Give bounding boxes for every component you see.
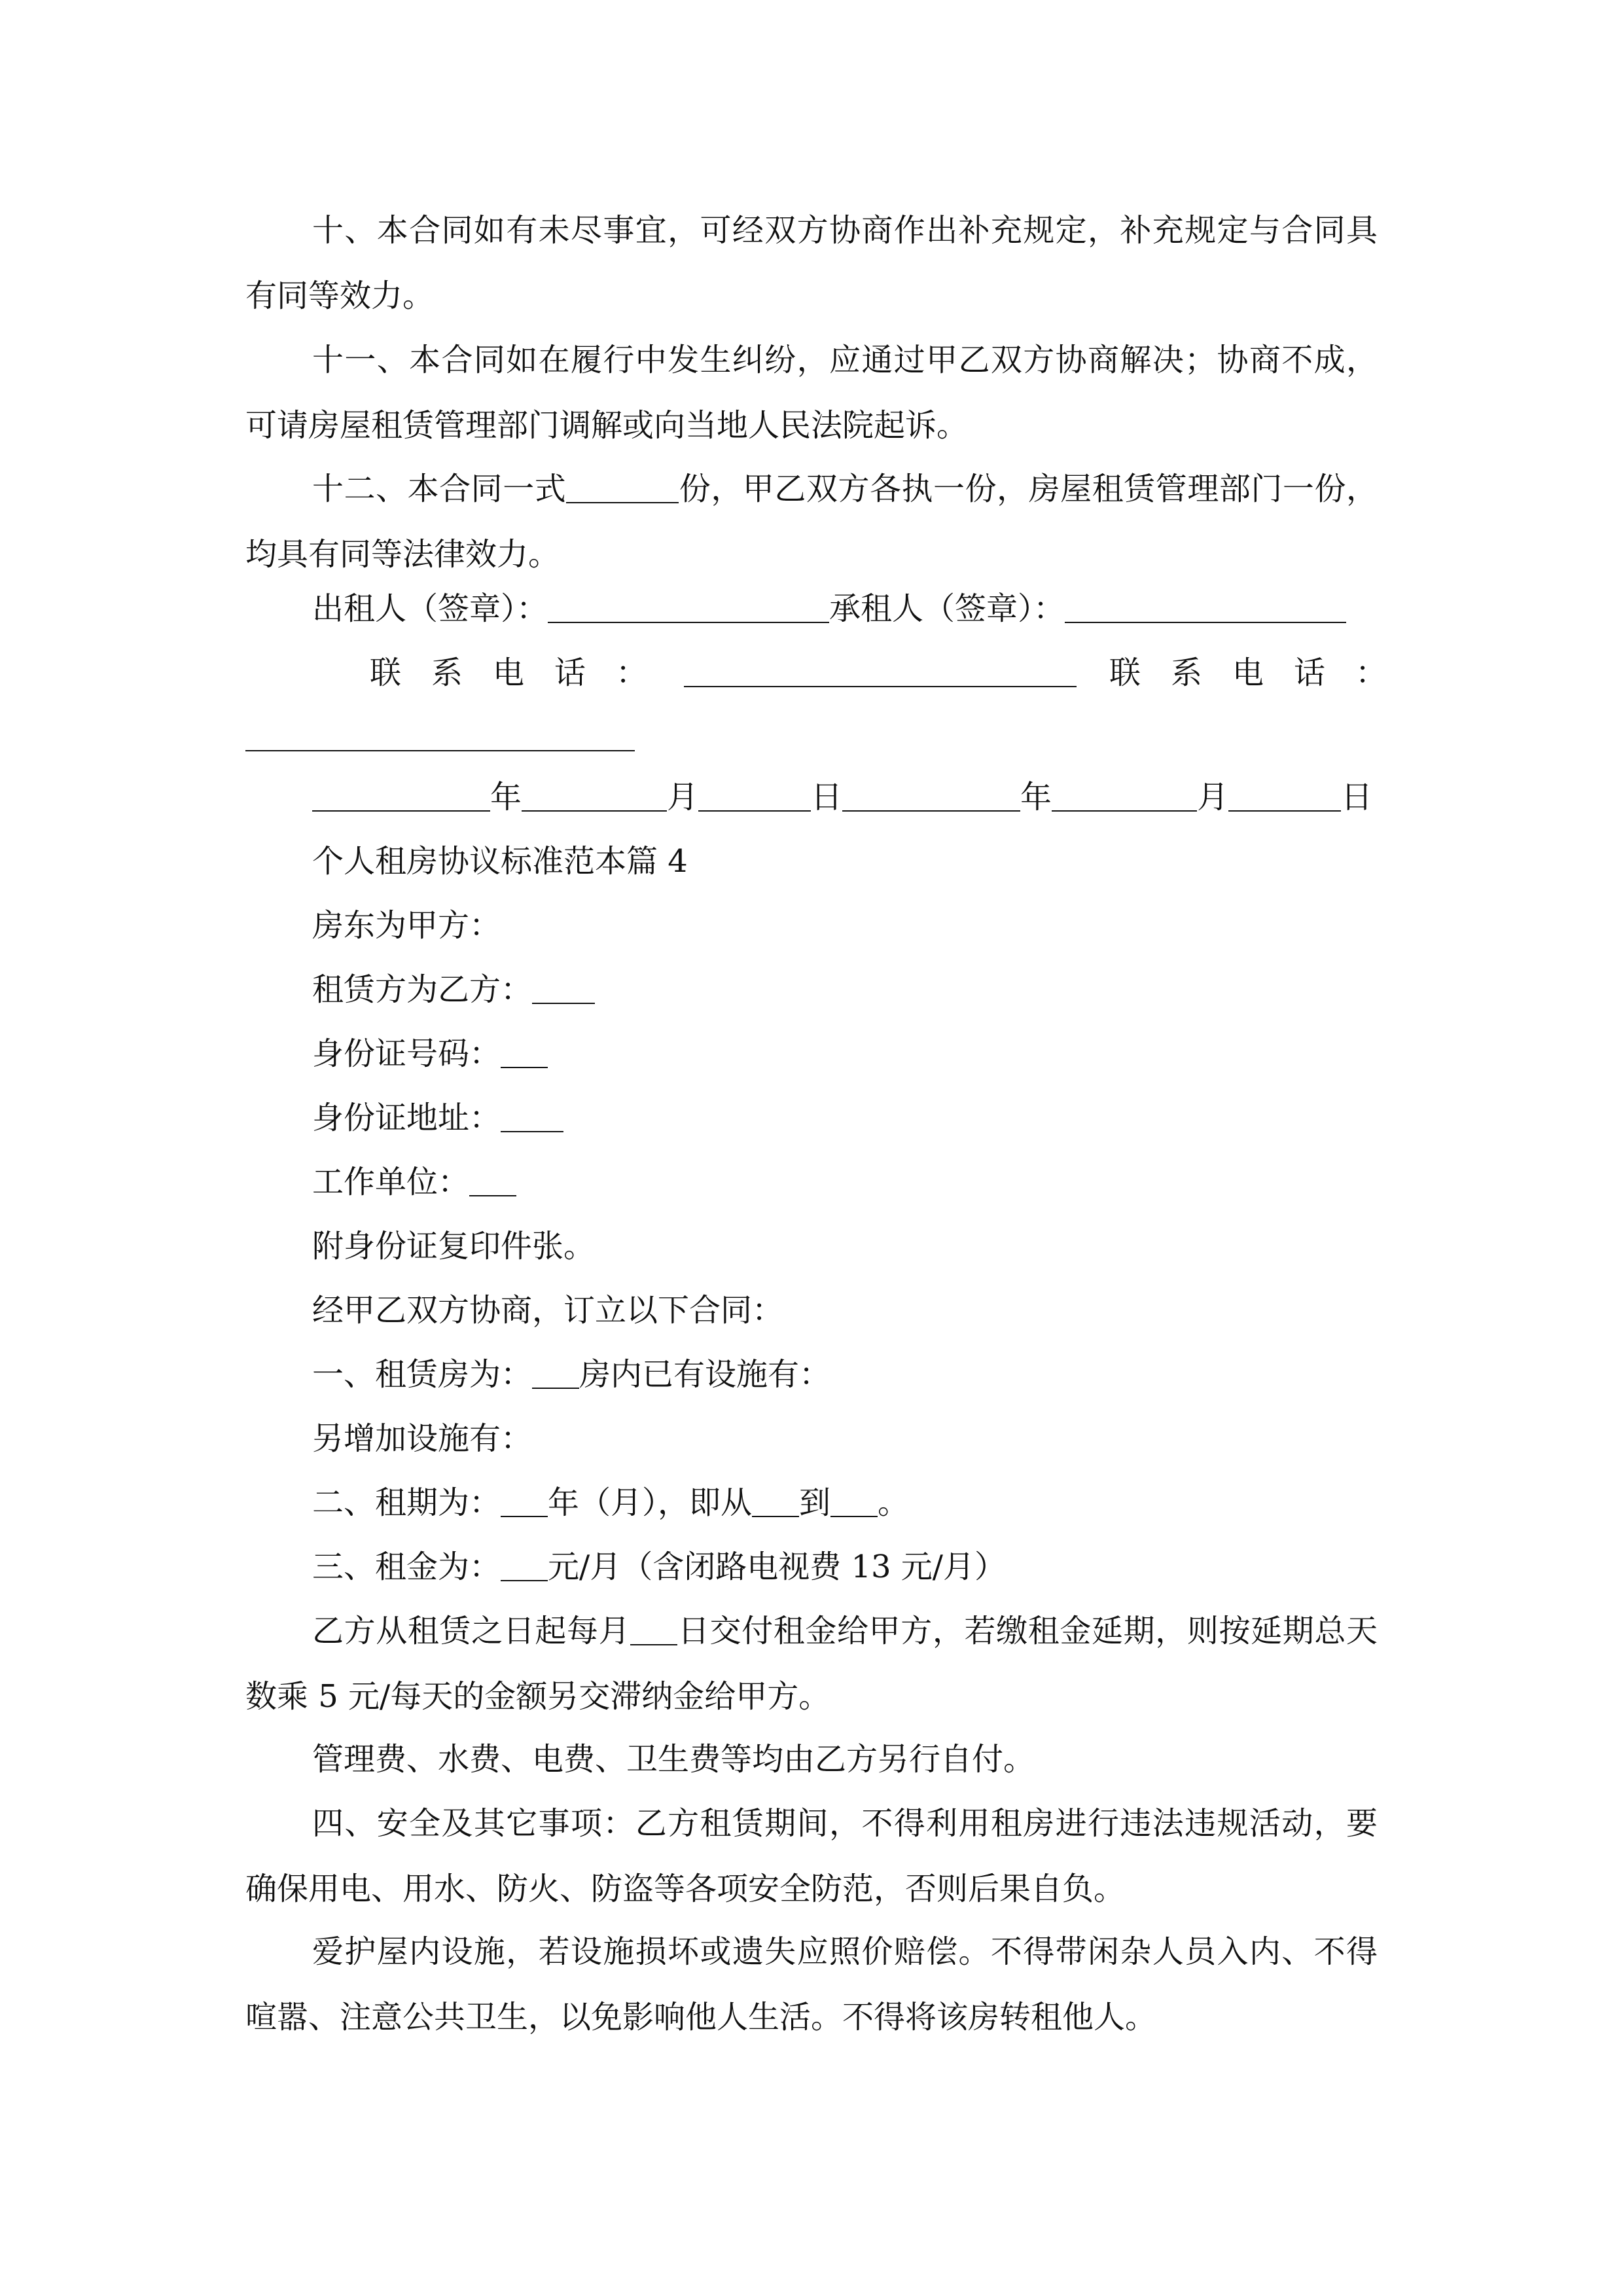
lessee-day-label: 日 [1341, 779, 1373, 816]
lessor-label: 出租人（签章）： [312, 590, 548, 627]
phone-continued-line [245, 704, 635, 770]
lessor-phone-label: 联系电话： [370, 655, 678, 691]
item-2-end: 。 [878, 1484, 910, 1521]
id-address-label: 身份证地址： [312, 1100, 501, 1136]
item-2-unit: 年（月），即从 [548, 1484, 753, 1521]
employer-blank [469, 1158, 516, 1196]
item-3-label: 三、租金为： [312, 1549, 501, 1585]
signature-line [312, 576, 1346, 641]
id-number-blank [501, 1030, 548, 1068]
intro-line: 经甲乙双方协商，订立以下合同： [312, 1292, 784, 1329]
lessor-month-blank [522, 774, 667, 812]
clause-12-end: 份，甲乙双方各执一份，房屋租赁管理部门一份，均具有同等法律效力。 [245, 471, 1378, 573]
clause-12-start: 十二、本合同一式 [312, 471, 567, 507]
id-number-line [312, 1021, 548, 1086]
fees-line: 管理费、水费、电费、卫生费等均由乙方另行自付。 [312, 1741, 1035, 1778]
rental-house-blank [532, 1351, 579, 1389]
lessor-phone-blank [684, 649, 1077, 687]
clause-10: 十、本合同如有未尽事宜，可经双方协商作出补充规定，补充规定与合同具有同等效力。 [245, 212, 1378, 314]
lessor-month-label: 月 [667, 779, 699, 816]
item-2-line [312, 1470, 909, 1535]
lessee-month-blank [1052, 774, 1197, 812]
lessor-year-blank [312, 774, 490, 812]
item-3-unit: 元/月（含闭路电视费 13 元/月） [548, 1549, 1006, 1585]
employer-label: 工作单位： [312, 1164, 470, 1200]
lessee-phone-blank [245, 713, 635, 751]
item-4-clause: 四、安全及其它事项：乙方租赁期间，不得利用租房进行违法违规活动，要确保用电、用水、防火、防盗等各项安全防范，否则后果自负。 [245, 1805, 1378, 1907]
lessee-month-label: 月 [1197, 779, 1229, 816]
item-1-facilities: 房内已有设施有： [579, 1356, 831, 1393]
item-1-label: 一、租赁房为： [312, 1356, 533, 1393]
lessee-year-label: 年 [1020, 779, 1052, 816]
start-date-blank [752, 1479, 799, 1517]
date-line [312, 764, 1372, 830]
party-a-line: 房东为甲方： [312, 907, 501, 944]
party-b-label: 租赁方为乙方： [312, 971, 533, 1008]
phone-line [370, 640, 1417, 706]
lessee-label: 承租人（签章）： [829, 590, 1065, 627]
care-clause: 爱护屋内设施，若设施损坏或遗失应照价赔偿。不得带闲杂人员入内、不得喧嚣、注意公共卫生，以免影响他人生活。不得将该房转租他人。 [245, 1933, 1378, 2036]
id-number-label: 身份证号码： [312, 1035, 501, 1072]
payment-clause-start: 乙方从租赁之日起每月 [312, 1613, 631, 1649]
payment-clause [245, 1598, 1378, 1729]
payment-day-blank [630, 1607, 677, 1645]
clause-11: 十一、本合同如在履行中发生纠纷，应通过甲乙双方协商解决；协商不成，可请房屋租赁管理部门调解或向当地人民法院起诉。 [245, 342, 1378, 444]
item-2-to: 到 [799, 1484, 831, 1521]
employer-line [312, 1149, 516, 1215]
extra-facilities-line: 另增加设施有： [312, 1420, 533, 1457]
party-b-line [312, 957, 595, 1022]
lessor-signature-blank [548, 585, 829, 623]
id-address-line [312, 1085, 563, 1151]
item-1-line [312, 1342, 830, 1407]
item-2-label: 二、租期为： [312, 1484, 501, 1521]
term-blank [501, 1479, 548, 1517]
item-3-line [312, 1534, 1006, 1600]
lessor-day-label: 日 [811, 779, 843, 816]
payment-clause-end: 日交付租金给甲方，若缴租金延期，则按延期总天数乘 5 元/每天的金额另交滞纳金给甲方。 [245, 1613, 1378, 1715]
copies-blank [566, 465, 679, 503]
agreement-4-title: 个人租房协议标准范本篇 4 [312, 843, 688, 880]
rent-amount-blank [501, 1543, 548, 1581]
party-b-blank [532, 966, 595, 1004]
lessee-day-blank [1228, 774, 1341, 812]
clause-12 [245, 456, 1378, 587]
lessee-year-blank [842, 774, 1020, 812]
lessee-phone-label: 联系电话： [1109, 655, 1418, 691]
lessor-day-blank [698, 774, 811, 812]
end-date-blank [830, 1479, 878, 1517]
id-address-blank [501, 1094, 563, 1132]
lessor-year-label: 年 [490, 779, 522, 816]
id-copy-line: 附身份证复印件张。 [312, 1228, 596, 1265]
lessee-signature-blank [1065, 585, 1346, 623]
